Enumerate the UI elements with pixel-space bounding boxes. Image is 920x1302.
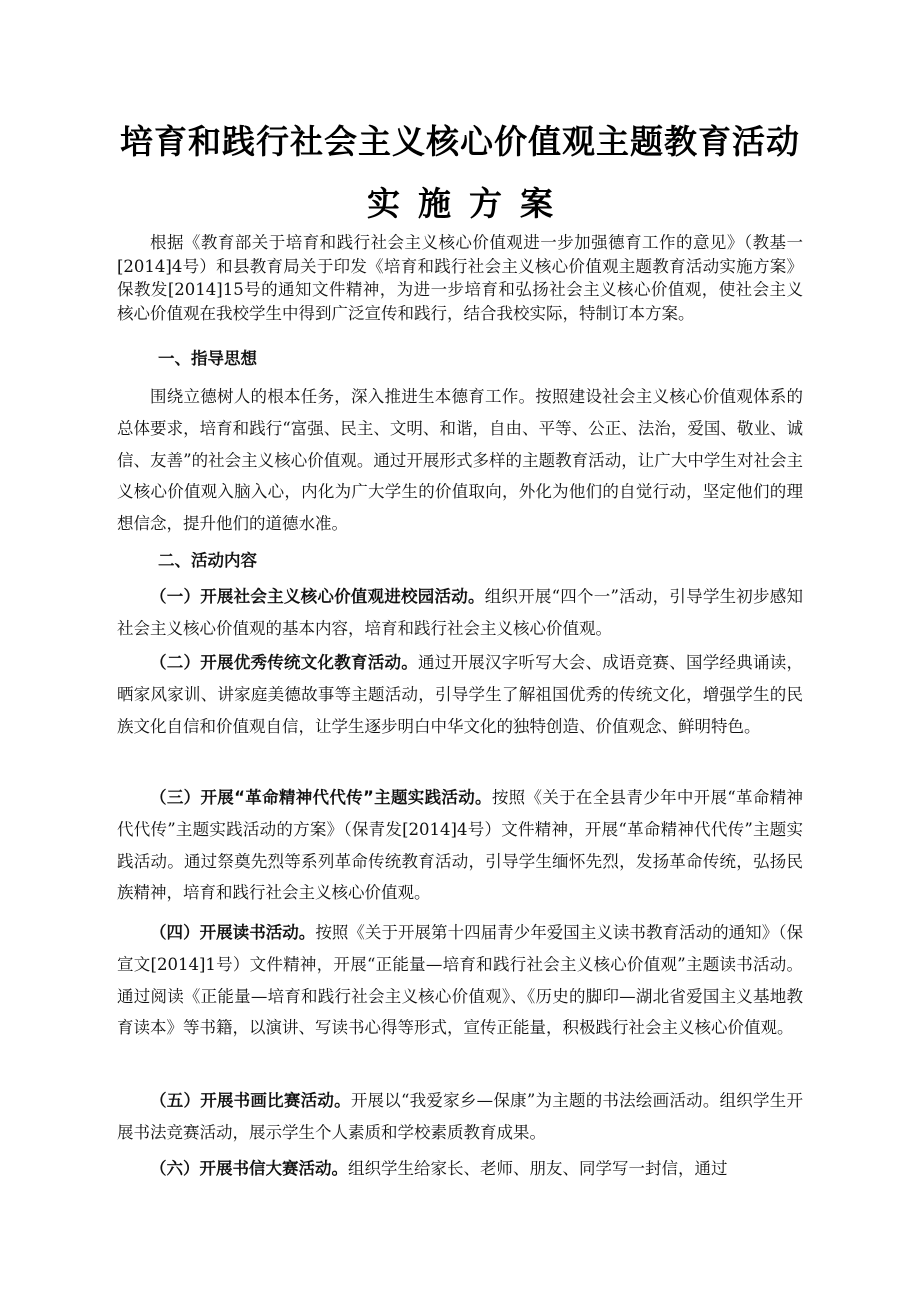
section-body-guiding-ideology: 围绕立德树人的根本任务，深入推进生本德育工作。按照建设社会主义核心价值观体系的总体要求，培育和践行“富强、民主、文明、和谐，自由、平等、公正、法治，爱国、敬业、诚信、友善”的社会主义核心价值观。通过开展形式多样的主题教育活动，让广大中学生对社会主义核心价值观入脑入心，内化为广大学生的价值取向，外化为他们的自觉行动，坚定他们的理想信念，提升他们的道德水准。	[117, 387, 803, 534]
activity-item-body: 组织开展“四个一”活动，引导学生初步感知社会主义核心价值观的基本内容，培育和践行社会主义核心价值观。	[117, 587, 804, 638]
activity-item-lead: （一）开展社会主义核心价值观进校园活动。	[150, 587, 485, 606]
document-subtitle: 实施方案	[367, 184, 571, 223]
document-title: 培育和践行社会主义核心价值观主题教育活动	[120, 122, 800, 161]
activity-item-body: 通过开展汉字听写大会、成语竞赛、国学经典诵读，晒家风家训、讲家庭美德故事等主题活动，引导学生了解祖国优秀的传统文化，增强学生的民族文化自信和价值观自信，让学生逐步明白中华文化的独特创造、价值观念、鲜明特色。	[117, 653, 803, 736]
activity-item	[117, 917, 803, 1044]
activity-item	[117, 647, 803, 742]
activity-item	[117, 1085, 803, 1149]
intro-paragraph: 根据《教育部关于培育和践行社会主义核心价值观进一步加强德育工作的意见》（教基一[2014]4号）和县教育局关于印发《培育和践行社会主义核心价值观主题教育活动实施方案》保教发[2014]15号的通知文件精神，为进一步培育和弘扬社会主义核心价值观，使社会主义核心价值观在我校学生中得到广泛宣传和践行，结合我校实际，特制订本方案。	[117, 233, 803, 323]
section-heading-guiding-ideology: 一、指导思想	[158, 349, 257, 368]
activity-item-body: 按照《关于开展第十四届青少年爱国主义读书教育活动的通知》（保宣文[2014]1号）文件精神，开展“正能量—培育和践行社会主义核心价值观”主题读书活动。通过阅读《正能量—培育和践行社会主义核心价值观》、《历史的脚印—湖北省爱国主义基地教育读本》等书籍，以演讲、写读书心得等形式，宣传正能量，积极践行社会主义核心价值观。	[117, 923, 804, 1038]
activity-item	[117, 1153, 803, 1185]
activity-item	[117, 581, 803, 645]
activity-item	[117, 782, 803, 909]
activity-item-lead: （三）开展“革命精神代代传”主题实践活动。	[150, 788, 492, 807]
activity-item-body: 开展以“我爱家乡—保康”为主题的书法绘画活动。组织学生开展书法竞赛活动，展示学生个人素质和学校素质教育成果。	[117, 1091, 804, 1142]
section-heading-activity-content: 二、活动内容	[158, 551, 257, 570]
activity-item-lead: （四）开展读书活动。	[150, 923, 316, 942]
activity-item-body: 按照《关于在全县青少年中开展“革命精神代代传”主题实践活动的方案》（保青发[2014]4号）文件精神，开展“革命精神代代传”主题实践活动。通过祭奠先烈等系列革命传统教育活动，引导学生缅怀先烈，发扬革命传统，弘扬民族精神，培育和践行社会主义核心价值观。	[117, 788, 803, 903]
activity-item-lead: （五）开展书画比赛活动。	[150, 1091, 351, 1110]
activity-item-lead: （二）开展优秀传统文化教育活动。	[150, 653, 418, 672]
activity-item-body: 组织学生给家长、老师、朋友、同学写一封信，通过	[348, 1159, 728, 1178]
activity-item-lead: （六）开展书信大赛活动。	[150, 1159, 348, 1178]
